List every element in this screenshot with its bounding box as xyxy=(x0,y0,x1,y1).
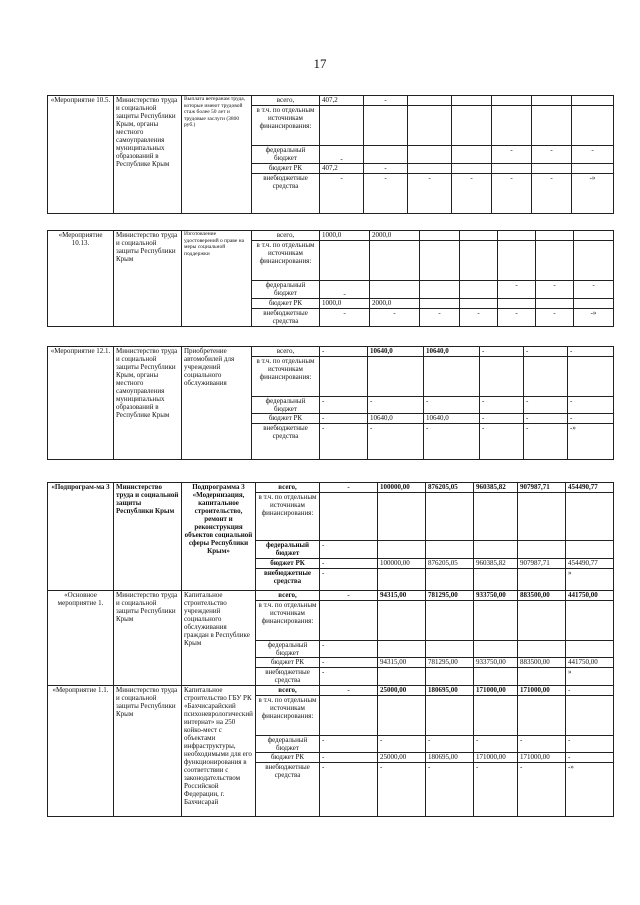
cell: - xyxy=(480,347,524,357)
cell: - xyxy=(320,569,378,591)
cell: - xyxy=(320,686,378,696)
cell: 10640,0 xyxy=(424,414,480,424)
cell xyxy=(378,641,426,658)
cell: 1000,0 xyxy=(320,299,370,309)
cell: 2000,0 xyxy=(370,231,420,241)
cell xyxy=(378,696,426,736)
cell xyxy=(474,641,518,658)
cell xyxy=(568,357,614,397)
cell: - xyxy=(536,309,574,327)
cell: 10640,0 xyxy=(368,414,424,424)
cell xyxy=(426,601,474,641)
cell: - xyxy=(320,483,378,493)
cell: - xyxy=(364,174,408,214)
cell xyxy=(452,146,492,164)
cell: 907987,71 xyxy=(518,559,566,569)
main-measure-description: Капитальное строительство учреждений социального обслуживания граждан в Республике Крым xyxy=(182,591,256,686)
cell: - xyxy=(480,397,524,414)
cell xyxy=(426,541,474,559)
executor: Министерство труда и социальной защиты Республики Крым, органы местного самоуправления муниципальных образований в Республике Крым xyxy=(114,347,182,460)
cell xyxy=(492,106,532,146)
cell: - xyxy=(320,541,378,559)
cell xyxy=(368,357,424,397)
cell: - xyxy=(320,424,368,460)
cell xyxy=(474,601,518,641)
cell xyxy=(370,241,420,281)
cell: -» xyxy=(572,174,614,214)
cell xyxy=(364,106,408,146)
cell xyxy=(566,641,614,658)
cell: » xyxy=(566,569,614,591)
cell: 454490,77 xyxy=(566,559,614,569)
source-federal: федеральный бюджет xyxy=(256,641,320,658)
cell xyxy=(320,106,364,146)
cell: - xyxy=(426,763,474,817)
cell: - xyxy=(480,424,524,460)
cell xyxy=(492,164,532,174)
cell xyxy=(364,146,408,164)
cell: 781295,00 xyxy=(426,591,474,601)
cell xyxy=(574,241,614,281)
cell: 441750,00 xyxy=(566,658,614,668)
cell: - xyxy=(498,309,536,327)
measure-name: «Мероприятие 12.1. xyxy=(48,347,114,460)
cell: - xyxy=(370,309,420,327)
cell: -» xyxy=(574,309,614,327)
cell xyxy=(408,164,452,174)
cell xyxy=(498,231,536,241)
cell xyxy=(480,357,524,397)
cell xyxy=(378,668,426,686)
cell xyxy=(574,299,614,309)
cell: - xyxy=(474,736,518,753)
cell: 180695,00 xyxy=(426,686,474,696)
executor: Министерство труда и социальной защиты Республики Крым xyxy=(114,483,182,591)
cell xyxy=(572,96,614,106)
cell: 171000,00 xyxy=(474,686,518,696)
cell: - xyxy=(532,174,572,214)
cell xyxy=(498,299,536,309)
cell xyxy=(518,601,566,641)
cell xyxy=(474,569,518,591)
cell: - xyxy=(364,96,408,106)
cell xyxy=(420,231,460,241)
cell xyxy=(536,299,574,309)
cell xyxy=(424,357,480,397)
source-breakdown: в т.ч. по отдельным источникам финансирования: xyxy=(252,357,320,397)
source-extrabudget: внебюджетные средства xyxy=(252,174,320,214)
cell xyxy=(518,641,566,658)
cell xyxy=(566,696,614,736)
cell xyxy=(320,601,378,641)
cell: » xyxy=(566,668,614,686)
cell: 876205,05 xyxy=(426,559,474,569)
cell xyxy=(378,569,426,591)
cell xyxy=(460,231,498,241)
cell: - xyxy=(320,658,378,668)
cell: - xyxy=(424,397,480,414)
cell: - xyxy=(566,686,614,696)
cell xyxy=(378,493,426,541)
measure-description: Приобретение автомобилей для учреждений социального обслуживания xyxy=(182,347,252,460)
measure-description: Капитальное строительство ГБУ РК «Бахчисарайский психоневрологический интернат» на 250 койко-мест с объектами инфраструктуры, необходимыми для его функционирования в соответствии с законодательством Российской Федерации, г. Бахчисарай xyxy=(182,686,256,817)
source-total: всего, xyxy=(256,483,320,493)
source-federal: федеральный бюджет xyxy=(256,541,320,559)
cell: 25000,00 xyxy=(378,753,426,763)
cell xyxy=(474,493,518,541)
cell xyxy=(426,696,474,736)
cell: 100000,00 xyxy=(378,483,426,493)
source-federal: федеральный бюджет xyxy=(252,146,320,164)
cell xyxy=(566,493,614,541)
cell xyxy=(524,357,568,397)
cell: - xyxy=(320,347,368,357)
cell: - xyxy=(420,309,460,327)
cell: 781295,00 xyxy=(426,658,474,668)
executor: Министерство труда и социальной защиты Республики Крым xyxy=(114,686,182,817)
cell: - xyxy=(364,164,408,174)
measure-10-13-table xyxy=(47,230,614,327)
cell: - xyxy=(566,736,614,753)
cell xyxy=(320,696,378,736)
cell: - xyxy=(320,753,378,763)
measure-name: «Мероприятие 10.13. xyxy=(48,231,114,327)
cell: 2000,0 xyxy=(370,299,420,309)
source-total: всего, xyxy=(252,96,320,106)
executor: Министерство труда и социальной защиты Республики Крым xyxy=(114,231,182,327)
source-federal: федеральный бюджет xyxy=(252,281,320,299)
source-rk-budget: бюджет РК xyxy=(256,559,320,569)
cell: - xyxy=(492,174,532,214)
cell: 10640,0 xyxy=(424,347,480,357)
cell: -» xyxy=(568,424,614,460)
cell: - xyxy=(320,146,364,164)
source-rk-budget: бюджет РК xyxy=(256,658,320,668)
cell: - xyxy=(492,146,532,164)
cell xyxy=(460,281,498,299)
cell xyxy=(536,231,574,241)
cell: 933750,00 xyxy=(474,591,518,601)
cell xyxy=(532,164,572,174)
main-measure-name: «Основное мероприятие 1. xyxy=(48,591,114,686)
cell: - xyxy=(572,146,614,164)
cell: - xyxy=(424,424,480,460)
cell: 960385,82 xyxy=(474,483,518,493)
cell: - xyxy=(524,397,568,414)
cell: 454490,77 xyxy=(566,483,614,493)
cell: - xyxy=(426,736,474,753)
page-number: 17 xyxy=(313,56,327,71)
cell: - xyxy=(480,414,524,424)
cell xyxy=(492,96,532,106)
cell: 171000,00 xyxy=(518,686,566,696)
subprogram-description: Подпрограмма 3 «Модернизация, капитальное строительство, ремонт и реконструкция объектов социальной сферы Республики Крым» xyxy=(182,483,256,591)
cell: - xyxy=(568,347,614,357)
cell: 883500,00 xyxy=(518,658,566,668)
cell xyxy=(460,241,498,281)
cell xyxy=(518,668,566,686)
cell xyxy=(408,106,452,146)
cell xyxy=(474,541,518,559)
cell xyxy=(452,96,492,106)
cell: 25000,00 xyxy=(378,686,426,696)
source-extrabudget: внебюджетные средства xyxy=(256,668,320,686)
cell: - xyxy=(524,414,568,424)
cell xyxy=(320,357,368,397)
cell: - xyxy=(320,281,370,299)
cell xyxy=(474,696,518,736)
subprogram-name: «Подпрограм-ма 3 xyxy=(48,483,114,591)
source-breakdown: в т.ч. по отдельным источникам финансирования: xyxy=(256,493,320,541)
cell: - xyxy=(378,736,426,753)
cell: 171000,00 xyxy=(518,753,566,763)
cell xyxy=(532,96,572,106)
cell: - xyxy=(368,397,424,414)
cell xyxy=(518,493,566,541)
cell xyxy=(498,241,536,281)
source-rk-budget: бюджет РК xyxy=(256,753,320,763)
source-extrabudget: внебюджетные средства xyxy=(256,763,320,817)
cell: -» xyxy=(566,763,614,817)
cell xyxy=(474,668,518,686)
cell: - xyxy=(320,309,370,327)
source-total: всего, xyxy=(256,591,320,601)
cell: - xyxy=(320,641,378,658)
cell: - xyxy=(568,397,614,414)
cell: 171000,00 xyxy=(474,753,518,763)
cell xyxy=(320,241,370,281)
cell: - xyxy=(566,753,614,763)
source-federal: федеральный бюджет xyxy=(256,736,320,753)
cell xyxy=(572,106,614,146)
cell: - xyxy=(320,591,378,601)
cell: - xyxy=(524,424,568,460)
source-rk-budget: бюджет РК xyxy=(252,164,320,174)
cell xyxy=(426,641,474,658)
cell: 94315,00 xyxy=(378,658,426,668)
cell: 10640,0 xyxy=(368,347,424,357)
cell xyxy=(420,281,460,299)
source-breakdown: в т.ч. по отдельным источникам финансирования: xyxy=(256,601,320,641)
measure-name: «Мероприятие 10.5. xyxy=(48,96,114,214)
cell xyxy=(420,241,460,281)
cell: - xyxy=(498,281,536,299)
cell xyxy=(426,569,474,591)
cell: 407,2 xyxy=(320,164,364,174)
cell: - xyxy=(536,281,574,299)
cell: 94315,00 xyxy=(378,591,426,601)
source-breakdown: в т.ч. по отдельным источникам финансирования: xyxy=(256,696,320,736)
source-total: всего, xyxy=(256,686,320,696)
cell: 907987,71 xyxy=(518,483,566,493)
measure-10-5-table xyxy=(47,95,614,214)
cell: - xyxy=(524,347,568,357)
cell: - xyxy=(532,146,572,164)
cell: - xyxy=(568,414,614,424)
cell: - xyxy=(320,668,378,686)
cell: 1000,0 xyxy=(320,231,370,241)
measure-name: «Мероприятие 1.1. xyxy=(48,686,114,817)
cell xyxy=(378,601,426,641)
cell: 876205,05 xyxy=(426,483,474,493)
source-breakdown: в т.ч. по отдельным источникам финансирования: xyxy=(252,106,320,146)
cell xyxy=(518,696,566,736)
cell: - xyxy=(320,559,378,569)
cell xyxy=(370,281,420,299)
source-federal: федеральный бюджет xyxy=(252,397,320,414)
cell: 933750,00 xyxy=(474,658,518,668)
cell: - xyxy=(474,763,518,817)
cell xyxy=(378,541,426,559)
measure-description: Изготовление удостоверений о праве на меры социальной поддержки xyxy=(182,231,252,327)
cell xyxy=(532,106,572,146)
cell: - xyxy=(368,424,424,460)
source-total: всего, xyxy=(252,231,320,241)
cell xyxy=(408,146,452,164)
source-extrabudget: внебюджетные средства xyxy=(256,569,320,591)
cell: - xyxy=(452,174,492,214)
source-total: всего, xyxy=(252,347,320,357)
cell: - xyxy=(320,763,378,817)
cell: 407,2 xyxy=(320,96,364,106)
cell xyxy=(566,541,614,559)
cell: 100000,00 xyxy=(378,559,426,569)
source-extrabudget: внебюджетные средства xyxy=(252,309,320,327)
source-rk-budget: бюджет РК xyxy=(252,299,320,309)
source-rk-budget: бюджет РК xyxy=(252,414,320,424)
cell xyxy=(572,164,614,174)
cell xyxy=(320,493,378,541)
source-extrabudget: внебюджетные средства xyxy=(252,424,320,460)
cell: - xyxy=(320,736,378,753)
cell: - xyxy=(460,309,498,327)
cell: 883500,00 xyxy=(518,591,566,601)
cell xyxy=(574,231,614,241)
cell xyxy=(408,96,452,106)
cell xyxy=(426,668,474,686)
subprogram-3-table xyxy=(47,482,614,817)
cell xyxy=(452,164,492,174)
cell xyxy=(518,541,566,559)
cell xyxy=(536,241,574,281)
cell xyxy=(452,106,492,146)
source-breakdown: в т.ч. по отдельным источникам финансирования: xyxy=(252,241,320,281)
cell xyxy=(566,601,614,641)
executor: Министерство труда и социальной защиты Республики Крым, органы местного самоуправления муниципальных образований в Республике Крым xyxy=(114,96,182,214)
measure-12-1-table xyxy=(47,346,614,460)
cell: - xyxy=(320,174,364,214)
cell xyxy=(426,493,474,541)
cell: 960385,82 xyxy=(474,559,518,569)
executor: Министерство труда и социальной защиты Республики Крым xyxy=(114,591,182,686)
cell: - xyxy=(378,763,426,817)
cell xyxy=(420,299,460,309)
cell xyxy=(518,569,566,591)
cell: - xyxy=(320,397,368,414)
cell: - xyxy=(574,281,614,299)
cell: - xyxy=(518,763,566,817)
cell: 180695,00 xyxy=(426,753,474,763)
cell: 441750,00 xyxy=(566,591,614,601)
cell: - xyxy=(518,736,566,753)
measure-description: Выплата ветеранам труда, которые имеют трудовой стаж более 50 лет и трудовые заслуги (3800 руб.) xyxy=(182,96,252,214)
cell: - xyxy=(320,414,368,424)
cell xyxy=(460,299,498,309)
cell: - xyxy=(408,174,452,214)
